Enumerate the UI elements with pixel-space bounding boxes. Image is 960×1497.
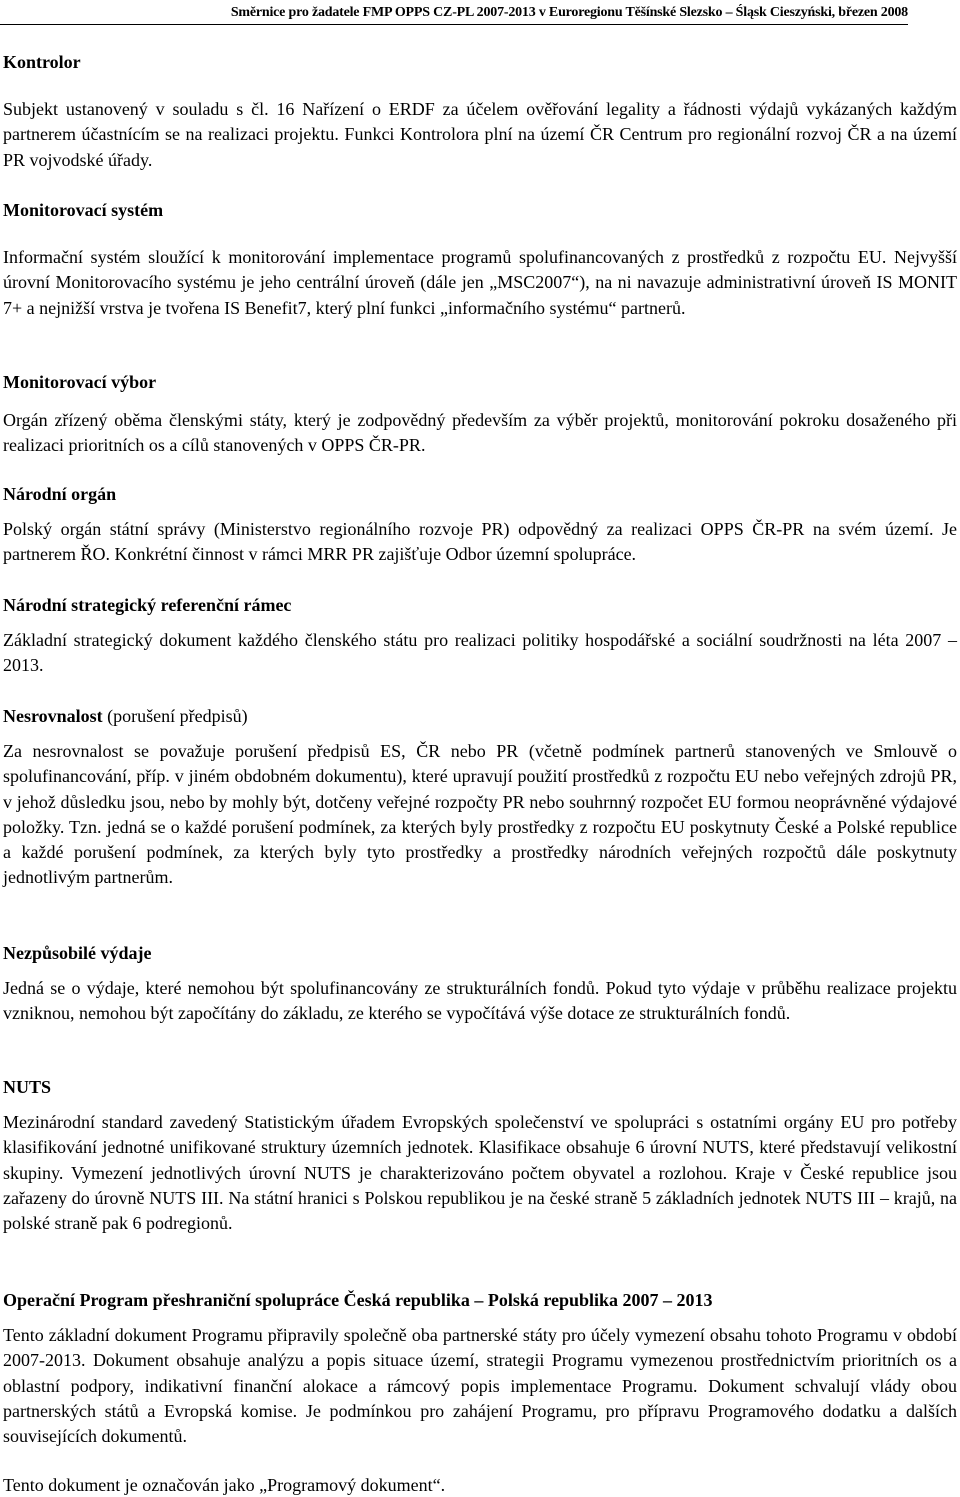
term-opps: Operační Program přeshraniční spolupráce Česká republika – Polská republika 2007 – 2013 [3,1290,713,1310]
definition-monitorovaci-system: Informační systém sloužící k monitorování implementace programů spolufinancovaných z prostředků z rozpočtu EU. Nejvyšší úrovní Monitorovacího systému je jeho centrální úroveň (dále jen „MSC2007“), na ni navazuje administrativní úroveň IS MONIT 7+ a nejnižší vrstva je tvořena IS Benefit7, který plní funkci „informačního systému“ partnerů. [3,247,957,318]
term-kontrolor: Kontrolor [3,52,81,72]
term-nuts: NUTS [3,1077,52,1097]
definition-nuts: Mezinárodní standard zavedený Statistickým úřadem Evropských společenství ve spolupráci s ostatními orgány EU pro potřeby klasifikování jednotné unifikované struktury územních jednotek. Klasifikace obsahuje 6 úrovní NUTS, které představují velikostní skupiny. Vymezení jednotlivých úrovní NUTS je charakterizováno počtem obyvatel a rozlohou. Kraje v České republice jsou zařazeny do úrovně NUTS III. Na státní hranici s Polskou republikou je na české straně 5 základních jednotek NUTS III – krajů, na polské straně pak 6 podregionů. [3,1112,957,1234]
definition-nezpusobile-vydaje: Jedná se o výdaje, které nemohou být spolufinancovány ze strukturálních fondů. Pokud tyto výdaje v průběhu realizace projektu vzniknou, nemohou být započítány do základu, ze kterého se vypočítává výše dotace ze strukturálních fondů. [3,978,957,1024]
term-nesrovnalost-suffix: (porušení předpisů) [102,706,248,726]
definition-opps: Tento základní dokument Programu připravily společně oba partnerské státy pro účely vymezení obsahu tohoto Programu v období 2007-2013. Dokument obsahuje analýzu a popis situace území, strategii Programu vymezenou prostřednictvím prioritních os a oblastní podpory, indikativní finanční alokace a rámcový popis implementace Programu. Dokument schvalují vlády obou partnerských států a Evropská komise. Je podmínkou pro zahájení Programu, pro přípravu Programového dodatku a dalších souvisejících dokumentů. [3,1325,957,1447]
definition-narodni-organ: Polský orgán státní správy (Ministerstvo regionálního rozvoje PR) odpovědný za realizaci OPPS ČR-PR na svém území. Je partnerem ŘO. Konkrétní činnost v rámci MRR PR zajišťuje Odbor územní spolupráce. [3,519,957,565]
definition-nesrovnalost: Za nesrovnalost se považuje porušení předpisů ES, ČR nebo PR (včetně podmínek partnerů stanovených ve Smlouvě o spolufinancování, příp. v jiném obdobném dokumentu), které upravují použití prostředků z rozpočtu EU nebo veřejných zdrojů PR, v jehož důsledku jsou, nebo by mohly být, dotčeny veřejné rozpočty PR nebo souhrnný rozpočet EU formou neoprávněné výdajové položky. Tzn. jedná se o každé porušení podmínek, za kterých byly prostředky z rozpočtu EU poskytnuty České a Polské republice a každé porušení podmínek, za kterých byly tyto prostředky a prostředky národních veřejných rozpočtů dále poskytnuty jednotlivým partnerům. [3,741,957,888]
header-rule [0,24,908,25]
term-narodni-organ: Národní orgán [3,484,117,504]
definition-kontrolor: Subjekt ustanovený v souladu s čl. 16 Nařízení o ERDF za účelem ověřování legality a řádnosti výdajů vykázaných každým partnerem účastnícím se na realizaci projektu. Funkci Kontrolora plní na území ČR Centrum pro regionální rozvoj ČR a na území PR vojvodské úřady. [3,99,957,170]
definition-monitorovaci-vybor: Orgán zřízený oběma členskými státy, který je zodpovědný především za výběr projektů, monitorování pokroku dosaženého při realizaci prioritních os a cílů stanovených v OPPS ČR-PR. [3,410,957,456]
term-nesrovnalost [3,704,248,728]
term-monitorovaci-vybor: Monitorovací výbor [3,372,157,392]
term-nsrr: Národní strategický referenční rámec [3,595,292,615]
running-header-text: Směrnice pro žadatele FMP OPPS CZ-PL 2007-2013 v Euroregionu Těšínské Slezsko – Śląsk Cieszyński, březen 2008 [230,5,908,20]
opps-note: Tento dokument je označován jako „Programový dokument“. [3,1475,446,1495]
term-monitorovaci-system: Monitorovací systém [3,200,164,220]
definition-nsrr: Základní strategický dokument každého členského státu pro realizaci politiky hospodářské a sociální soudržnosti na léta 2007 – 2013. [3,630,957,676]
term-nezpusobile-vydaje: Nezpůsobilé výdaje [3,943,152,963]
term-nesrovnalost-bold: Nesrovnalost [3,706,103,726]
